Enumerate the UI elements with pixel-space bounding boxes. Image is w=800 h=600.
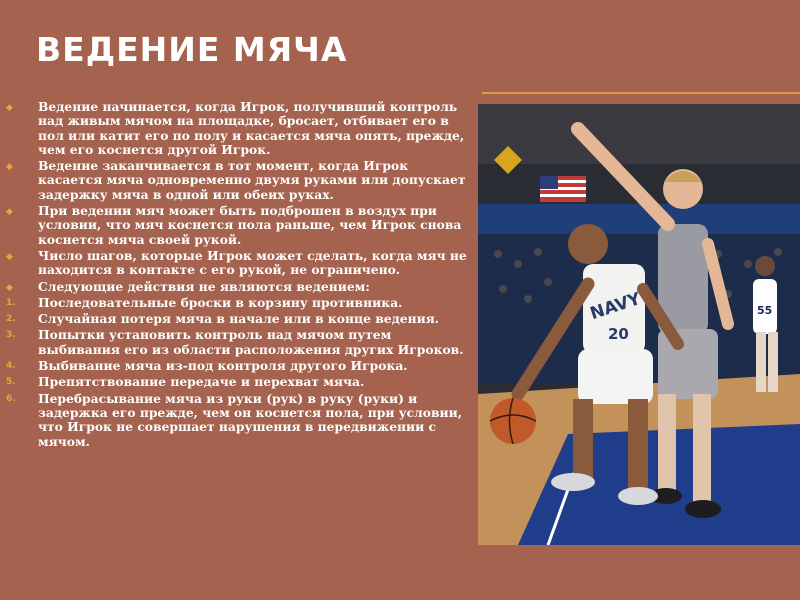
bullet-diamond-icon: ◆ bbox=[6, 162, 13, 173]
list-item bbox=[6, 359, 472, 373]
list-item-text: Препятствование передаче и перехват мяча. bbox=[38, 374, 365, 390]
title-accent-rule bbox=[482, 92, 800, 94]
list-item-text: Случайная потеря мяча в начале или в конце ведения. bbox=[38, 311, 440, 327]
list-item bbox=[6, 328, 472, 357]
jersey-number: 20 bbox=[608, 325, 629, 343]
bullet-diamond-icon: ◆ bbox=[6, 251, 13, 262]
jersey-text: NAVY bbox=[587, 289, 644, 325]
basketball-icon bbox=[490, 398, 536, 444]
bullet-diamond-icon: ◆ bbox=[6, 103, 13, 113]
list-item-text: Ведение заканчивается в тот момент, когда Игрок касается мяча одновременно двумя руками или допускает задержку мяча в одной или обеих руках. bbox=[38, 158, 466, 202]
slide-body bbox=[6, 100, 472, 451]
background-jersey-number: 55 bbox=[757, 304, 773, 317]
basketball-photo bbox=[478, 104, 800, 545]
slide-title: ВЕДЕНИЕ МЯЧА bbox=[36, 30, 348, 69]
list-item bbox=[6, 204, 472, 247]
list-item-text: Перебрасывание мяча из руки (рук) в руку (руки) и задержка его прежде, чем он коснется пола, при условии, что Игрок не совершает нарушения в передвижении с мячом. bbox=[38, 390, 463, 449]
basketball-photo-illustration bbox=[478, 104, 800, 545]
list-item bbox=[6, 375, 472, 389]
list-number: 1. bbox=[6, 297, 16, 308]
list-item bbox=[6, 249, 472, 278]
list-number: 6. bbox=[6, 393, 16, 404]
list-item bbox=[6, 280, 472, 294]
list-item-text: Число шагов, которые Игрок может сделать, когда мяч не находится в контакте с его рукой, не ограничено. bbox=[38, 247, 467, 278]
list-item bbox=[6, 100, 472, 157]
list-number: 4. bbox=[6, 361, 16, 372]
bullet-diamond-icon: ◆ bbox=[6, 282, 13, 293]
list-item-text: Попытки установить контроль над мячом путем выбивания его из области расположения других Игроков. bbox=[38, 327, 464, 357]
list-number: 2. bbox=[6, 314, 16, 325]
list-item bbox=[6, 159, 472, 202]
list-item bbox=[6, 392, 472, 449]
list-number: 3. bbox=[6, 330, 16, 341]
list-item bbox=[6, 296, 472, 310]
list-item bbox=[6, 312, 472, 326]
bullet-diamond-icon: ◆ bbox=[6, 207, 13, 218]
list-item-text: Выбивание мяча из-под контроля другого Игрока. bbox=[38, 358, 408, 374]
list-item-text: Ведение начинается, когда Игрок, получивший контроль над живым мячом на площадке, бросает, отбивает его в пол или катит его по полу и касается мяча опять, прежде, чем его коснется другой Игрок. bbox=[38, 99, 465, 157]
list-item-text: При ведении мяч может быть подброшен в воздух при условии, что мяч коснется пола раньше, чем Игрок снова коснется мяча своей рукой. bbox=[38, 203, 462, 247]
list-item-text: Последовательные броски в корзину противника. bbox=[38, 294, 403, 310]
list-item-text: Следующие действия не являются ведением: bbox=[38, 278, 370, 294]
list-number: 5. bbox=[6, 377, 16, 388]
